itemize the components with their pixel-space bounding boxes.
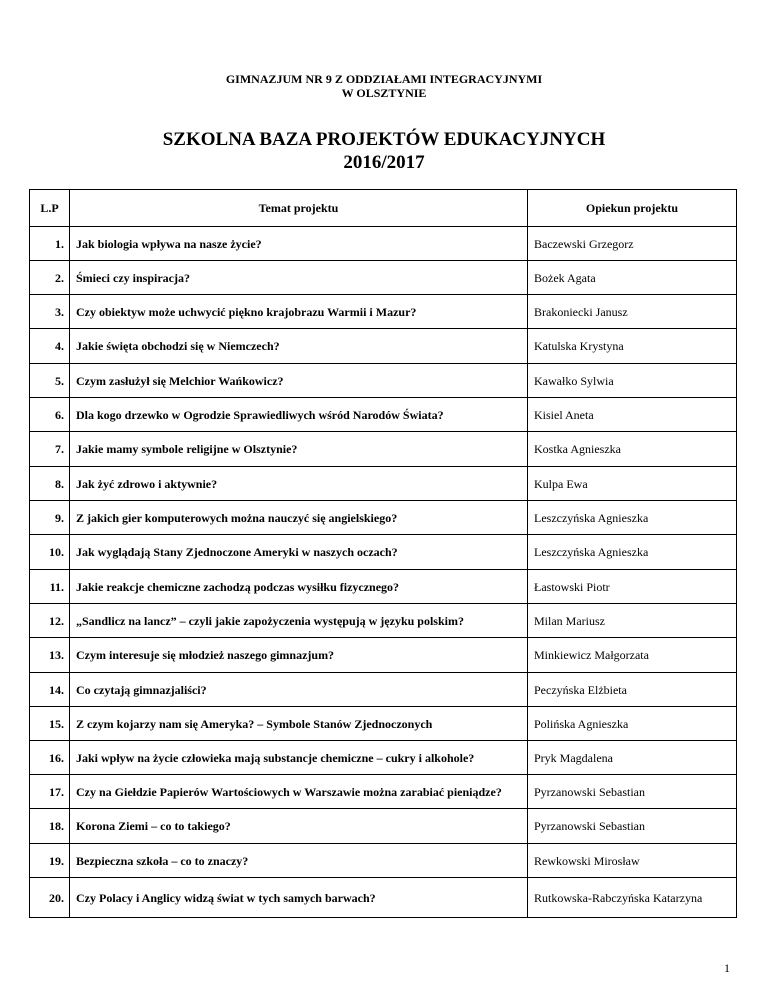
row-number: 1.: [30, 227, 70, 261]
table-row: [30, 707, 737, 741]
project-owner: Leszczyńska Agnieszka: [528, 535, 737, 570]
project-topic: Co czytają gimnazjaliści?: [70, 673, 528, 707]
project-topic: Bezpieczna szkoła – co to znaczy?: [70, 844, 528, 878]
table-row: [30, 295, 737, 329]
project-owner: Minkiewicz Małgorzata: [528, 638, 737, 673]
row-number: 16.: [30, 741, 70, 775]
row-number: 14.: [30, 673, 70, 707]
project-topic: „Sandlicz na lancz” – czyli jakie zapożyczenia występują w języku polskim?: [70, 604, 528, 638]
table-row: [30, 467, 737, 501]
row-number: 10.: [30, 535, 70, 570]
table-row: [30, 775, 737, 809]
project-owner: Łastowski Piotr: [528, 570, 737, 604]
row-number: 6.: [30, 398, 70, 432]
project-owner: Leszczyńska Agnieszka: [528, 501, 737, 535]
school-name-line2: W OLSZTYNIE: [341, 86, 427, 100]
row-number: 5.: [30, 364, 70, 398]
project-topic: Dla kogo drzewko w Ogrodzie Sprawiedliwych wśród Narodów Świata?: [70, 398, 528, 432]
project-owner: Polińska Agnieszka: [528, 707, 737, 741]
project-topic: Jakie święta obchodzi się w Niemczech?: [70, 329, 528, 364]
project-topic: Korona Ziemi – co to takiego?: [70, 809, 528, 844]
table-row: [30, 741, 737, 775]
column-header-owner: Opiekun projektu: [528, 190, 737, 227]
table-row: [30, 844, 737, 878]
table-row: [30, 398, 737, 432]
table-row: [30, 535, 737, 570]
project-owner: Pyrzanowski Sebastian: [528, 809, 737, 844]
row-number: 19.: [30, 844, 70, 878]
project-topic: Jak biologia wpływa na nasze życie?: [70, 227, 528, 261]
table-header-row: [30, 190, 737, 227]
project-topic: Czy Polacy i Anglicy widzą świat w tych samych barwach?: [70, 878, 528, 918]
table-row: [30, 364, 737, 398]
project-topic: Śmieci czy inspiracja?: [70, 261, 528, 295]
row-number: 7.: [30, 432, 70, 467]
row-number: 13.: [30, 638, 70, 673]
table-row: [30, 432, 737, 467]
table-row: [30, 261, 737, 295]
row-number: 2.: [30, 261, 70, 295]
row-number: 11.: [30, 570, 70, 604]
page-number: 1: [724, 961, 730, 975]
row-number: 9.: [30, 501, 70, 535]
project-topic: Czy obiektyw może uchwycić piękno krajobrazu Warmii i Mazur?: [70, 295, 528, 329]
row-number: 20.: [30, 878, 70, 918]
column-header-lp: L.P: [30, 190, 70, 227]
project-owner: Brakoniecki Janusz: [528, 295, 737, 329]
row-number: 12.: [30, 604, 70, 638]
row-number: 15.: [30, 707, 70, 741]
table-row: [30, 638, 737, 673]
table-row: [30, 227, 737, 261]
project-owner: Kisiel Aneta: [528, 398, 737, 432]
school-name: [0, 72, 768, 100]
projects-table: [29, 189, 737, 918]
project-owner: Kulpa Ewa: [528, 467, 737, 501]
project-owner: Kostka Agnieszka: [528, 432, 737, 467]
table-row: [30, 501, 737, 535]
row-number: 17.: [30, 775, 70, 809]
table-row: [30, 604, 737, 638]
project-owner: Katulska Krystyna: [528, 329, 737, 364]
project-owner: Peczyńska Elżbieta: [528, 673, 737, 707]
project-topic: Czym interesuje się młodzież naszego gimnazjum?: [70, 638, 528, 673]
project-owner: Bożek Agata: [528, 261, 737, 295]
row-number: 18.: [30, 809, 70, 844]
project-topic: Jakie mamy symbole religijne w Olsztynie?: [70, 432, 528, 467]
project-topic: Jaki wpływ na życie człowieka mają substancje chemiczne – cukry i alkohole?: [70, 741, 528, 775]
project-owner: Rutkowska-Rabczyńska Katarzyna: [528, 878, 737, 918]
document-title-line2: 2016/2017: [343, 152, 425, 173]
row-number: 4.: [30, 329, 70, 364]
document-title: [0, 128, 768, 174]
project-owner: Milan Mariusz: [528, 604, 737, 638]
project-owner: Rewkowski Mirosław: [528, 844, 737, 878]
table-row: [30, 809, 737, 844]
project-owner: Pryk Magdalena: [528, 741, 737, 775]
project-topic: Jak wyglądają Stany Zjednoczone Ameryki w naszych oczach?: [70, 535, 528, 570]
table-row: [30, 329, 737, 364]
project-owner: Pyrzanowski Sebastian: [528, 775, 737, 809]
project-topic: Jak żyć zdrowo i aktywnie?: [70, 467, 528, 501]
table-row: [30, 570, 737, 604]
project-topic: Z czym kojarzy nam się Ameryka? – Symbole Stanów Zjednoczonych: [70, 707, 528, 741]
project-topic: Czym zasłużył się Melchior Wańkowicz?: [70, 364, 528, 398]
column-header-topic: Temat projektu: [70, 190, 528, 227]
table-row: [30, 878, 737, 918]
row-number: 8.: [30, 467, 70, 501]
project-topic: Z jakich gier komputerowych można nauczyć się angielskiego?: [70, 501, 528, 535]
project-owner: Baczewski Grzegorz: [528, 227, 737, 261]
project-topic: Czy na Giełdzie Papierów Wartościowych w Warszawie można zarabiać pieniądze?: [70, 775, 528, 809]
document-title-line1: SZKOLNA BAZA PROJEKTÓW EDUKACYJNYCH: [162, 129, 606, 150]
row-number: 3.: [30, 295, 70, 329]
school-name-line1: GIMNAZJUM NR 9 Z ODDZIAŁAMI INTEGRACYJNYMI: [225, 72, 543, 86]
project-owner: Kawałko Sylwia: [528, 364, 737, 398]
table-row: [30, 673, 737, 707]
project-topic: Jakie reakcje chemiczne zachodzą podczas wysiłku fizycznego?: [70, 570, 528, 604]
